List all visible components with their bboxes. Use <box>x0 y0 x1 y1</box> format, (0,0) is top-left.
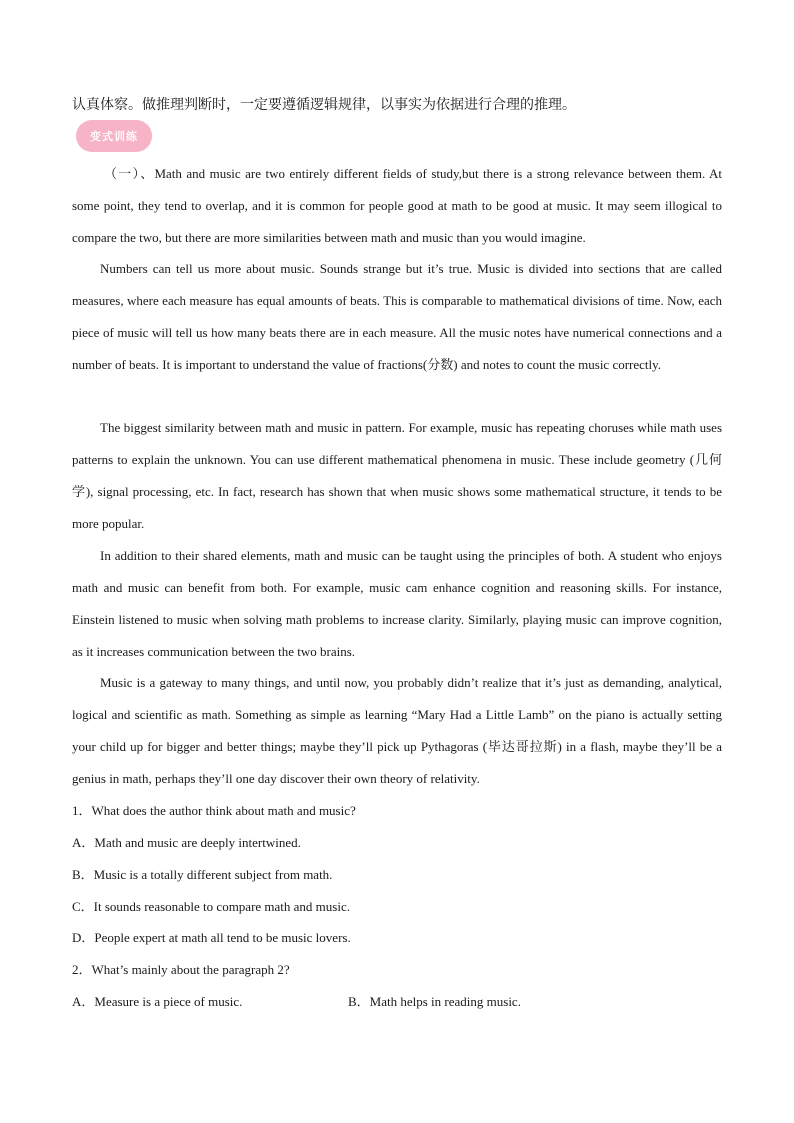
question-2-option-a: A．Measure is a piece of music. <box>72 994 243 1009</box>
question-1-stem: 1．What does the author think about math and music? <box>72 803 356 818</box>
paragraph-3: The biggest similarity between math and music in pattern. For example, music has repeating choruses while math uses patterns to explain the unknown. You can use different mathematical phenomena in music. These include geometry (几何学), signal processing, etc. In fact, research has shown that when music shows some mathematical structure, it tends to be more popular. <box>72 420 722 531</box>
question-1-option-a: A．Math and music are deeply intertwined. <box>72 835 301 850</box>
question-1-option-c: C．It sounds reasonable to compare math and music. <box>72 899 350 914</box>
intro-line: 认真体察。做推理判断时，一定要遵循逻辑规律，以事实为依据进行合理的推理。 <box>72 97 576 113</box>
question-1-option-b: B．Music is a totally different subject from math. <box>72 867 333 882</box>
question-2-option-b: B．Math helps in reading music. <box>348 994 521 1009</box>
paragraph-2: Numbers can tell us more about music. Sounds strange but it’s true. Music is divided into sections that are called measures, where each measure has equal amounts of beats. This is comparable to mathematical divisions of time. Now, each piece of music will tell us how many beats there are in each measure. All the music notes have numerical connections and a number of beats. It is important to understand the value of fractions(分数) and notes to count the music correctly. <box>72 261 722 372</box>
question-2-stem: 2．What’s mainly about the paragraph 2? <box>72 962 290 977</box>
paragraph-1: （一）、Math and music are two entirely different fields of study,but there is a strong relevance between them. At some point, they tend to overlap, and it is common for people good at math to be good at music. It may seem illogical to compare the two, but there are more similarities between math and music than you would imagine. <box>72 166 722 245</box>
question-1-option-d: D．People expert at math all tend to be music lovers. <box>72 930 351 945</box>
practice-badge: 变式训练 <box>76 120 152 152</box>
paragraph-5: Music is a gateway to many things, and until now, you probably didn’t realize that it’s just as demanding, analytical, logical and scientific as math. Something as simple as learning “Mary Had a Little Lamb” on the piano is actually setting your child up for bigger and better things; maybe they’ll pick up Pythagoras (毕达哥拉斯) in a flash, maybe they’ll be a genius in math, perhaps they’ll one day discover their own theory of relativity. <box>72 675 722 786</box>
paragraph-4: In addition to their shared elements, math and music can be taught using the principles of both. A student who enjoys math and music can benefit from both. For example, music cam enhance cognition and reasoning skills. For instance, Einstein listened to music when solving math problems to increase clarity. Similarly, playing music can improve cognition, as it increases communication between the two brains. <box>72 548 722 659</box>
